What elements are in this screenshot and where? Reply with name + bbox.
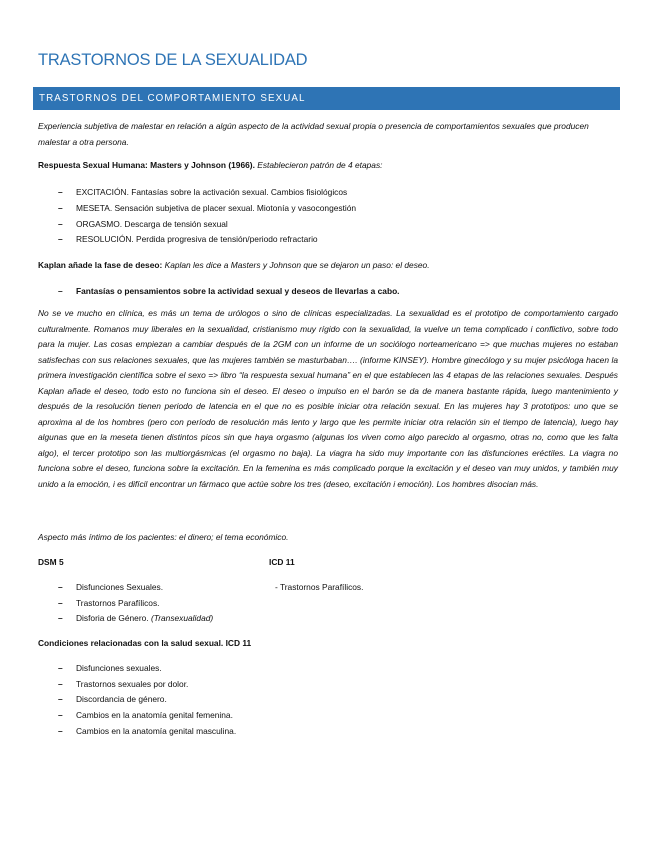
section-heading-band: TRASTORNOS DEL COMPORTAMIENTO SEXUAL	[33, 87, 620, 110]
bullet-dash: –	[58, 286, 63, 296]
condicion-item: Disfunciones sexuales.	[76, 663, 162, 673]
dsm-label: DSM 5	[38, 557, 64, 567]
condicion-item: Cambios en la anatomía genital femenina.	[76, 710, 233, 720]
kaplan-bold: Kaplan añade la fase de deseo:	[38, 260, 163, 270]
kaplan-line	[38, 258, 618, 274]
dsm-item	[76, 611, 213, 627]
dsm-item: Trastornos Parafílicos.	[76, 598, 160, 608]
bullet-dash: –	[58, 582, 63, 592]
bullet-dash: –	[58, 663, 63, 673]
etapa-text: MESETA. Sensación subjetiva de placer sexual. Miotonía y vasocongestión	[76, 203, 357, 213]
aspecto-line: Aspecto más íntimo de los pacientes: el dinero; el tema económico.	[38, 532, 289, 542]
dsm-item: Disfunciones Sexuales.	[76, 582, 164, 592]
condicion-item: Trastornos sexuales por dolor.	[76, 679, 189, 689]
kaplan-italic: Kaplan les dice a Masters y Johnson que se dejaron un paso: el deseo.	[162, 260, 430, 270]
intro-paragraph: Experiencia subjetiva de malestar en relación a algún aspecto de la actividad sexual propia o presencia de comportamientos sexuales que producen malestar a otra persona.	[38, 121, 589, 147]
icd-label: ICD 11	[269, 557, 295, 567]
bullet-dash: –	[58, 613, 63, 623]
bullet-dash: –	[58, 598, 63, 608]
etapa-text: EXCITACIÓN. Fantasías sobre la activación sexual. Cambios fisiológicos	[76, 187, 348, 197]
respuesta-italic: Establecieron patrón de 4 etapas:	[254, 160, 383, 170]
bullet-dash: –	[58, 234, 63, 244]
icd-item: - Trastornos Parafílicos.	[275, 582, 364, 592]
body-paragraph: No se ve mucho en clínica, es más un tema de urólogos o sino de clínicas especializadas. La sexualidad es el prototipo de comportamiento cargado culturalmente. Romanos muy liberales en la sexualidad, cristianismo muy rígido con la sexualidad, la vuelve un tema complicado i conflictivo, sobre todo para la mujer. Las cosas empiezan a cambiar después de la 2GM con un informe de un sociólogo norteamericano => que muchas mujeres no estaban satisfechas con sus relaciones sexuales, que las mujeres también se masturbaban…. (informe KINSEY). Hombre ginecólogo y su mujer psicóloga hacen la primera investigación científica sobre el sexo => libro “la respuesta sexual humana” en el que establecen las 4 etapas de las relaciones sexuales. Después Kaplan añade el deseo, todo esto no funciona sin el deseo. El deseo o impulso en el barón se da de manera bastante rápida, luego mantenimiento y después de la resolución tienen periodo de latencia en el que no es posible iniciar otra relación sexual. En las mujeres hay 3 prototipos: uno que se aproxima al de los hombres (pero con período de resolución más lento y largo que les permite iniciar otra relación sin el tiempo de latencia), luego hay algunas que en la meseta tienen distintos picos sin que haya orgasmo (algunas los viven como algo parecido al orgasmo, otras no, como que les falta algo), el tercer prototipo son las multiorgásmicas (el orgasmo no baja). La viagra ha sido muy importante con las disfunciones eréctiles. La viagra no funciona sobre el deseo, funciona sobre la excitación. En la femenina es más complicado porque la excitación y el deseo van muy unidos, y también muy unido a la emoción, i es difícil encontrar un fármaco que actúe sobre los tres (deseo, excitación i emoción). Los hombres disocian más.	[38, 308, 618, 489]
respuesta-line	[38, 158, 618, 174]
bullet-dash: –	[58, 679, 63, 689]
condicion-item: Cambios en la anatomía genital masculina.	[76, 726, 237, 736]
dsm-item-note: (Transexualidad)	[148, 613, 214, 623]
respuesta-bold: Respuesta Sexual Humana: Masters y Johnson (1966).	[38, 160, 255, 170]
document-title: TRASTORNOS DE LA SEXUALIDAD	[38, 51, 308, 69]
classification-headers	[38, 555, 618, 571]
bullet-dash: –	[58, 694, 63, 704]
bullet-dash: –	[58, 219, 63, 229]
bullet-dash: –	[58, 726, 63, 736]
dsm-item-text: Disforia de Género.	[76, 613, 149, 623]
bullet-dash: –	[58, 710, 63, 720]
etapa-text: ORGASMO. Descarga de tensión sexual	[76, 219, 228, 229]
fantasias-text: Fantasías o pensamientos sobre la actividad sexual y deseos de llevarlas a cabo.	[76, 286, 400, 296]
etapa-text: RESOLUCIÓN. Perdida progresiva de tensión/periodo refractario	[76, 234, 318, 244]
condicion-item: Discordancia de género.	[76, 694, 167, 704]
bullet-dash: –	[58, 187, 63, 197]
bullet-dash: –	[58, 203, 63, 213]
condiciones-heading: Condiciones relacionadas con la salud sexual. ICD 11	[38, 638, 252, 648]
